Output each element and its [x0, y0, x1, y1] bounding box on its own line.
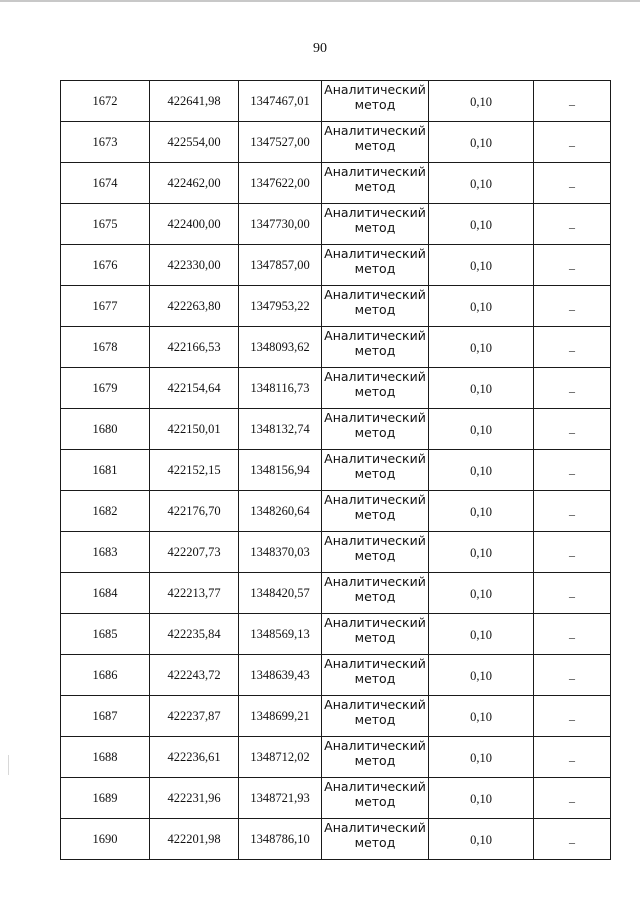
accuracy-cell-text: 0,10 [470, 381, 492, 396]
x-coordinate-cell: 422154,64 [150, 368, 239, 409]
method-cell-text: Аналитический метод [324, 779, 426, 809]
accuracy-cell [429, 163, 534, 204]
y-coordinate-cell: 1347622,00 [239, 163, 322, 204]
method-cell-text: Аналитический метод [324, 246, 426, 276]
point-number-cell: 1673 [61, 122, 150, 163]
y-coordinate-cell: 1348420,57 [239, 573, 322, 614]
accuracy-cell [429, 286, 534, 327]
point-number-cell: 1674 [61, 163, 150, 204]
accuracy-cell-text: 0,10 [470, 832, 492, 847]
note-cell [534, 614, 611, 655]
method-cell [322, 655, 429, 696]
coordinates-table-body [61, 81, 611, 860]
note-cell-text: – [569, 260, 575, 275]
note-cell-text: – [569, 670, 575, 685]
note-cell-text: – [569, 629, 575, 644]
accuracy-cell [429, 655, 534, 696]
accuracy-cell [429, 204, 534, 245]
table-row [61, 696, 611, 737]
note-cell [534, 532, 611, 573]
note-cell-text: – [569, 834, 575, 849]
table-row [61, 327, 611, 368]
note-cell [534, 655, 611, 696]
accuracy-cell [429, 368, 534, 409]
note-cell-text: – [569, 383, 575, 398]
point-number-cell: 1687 [61, 696, 150, 737]
method-cell-text: Аналитический метод [324, 287, 426, 317]
y-coordinate-cell: 1347467,01 [239, 81, 322, 122]
x-coordinate-cell: 422231,96 [150, 778, 239, 819]
y-coordinate-cell: 1348639,43 [239, 655, 322, 696]
x-coordinate-cell: 422235,84 [150, 614, 239, 655]
y-coordinate-cell: 1347527,00 [239, 122, 322, 163]
method-cell-text: Аналитический метод [324, 615, 426, 645]
note-cell [534, 286, 611, 327]
table-row [61, 245, 611, 286]
accuracy-cell [429, 245, 534, 286]
x-coordinate-cell: 422330,00 [150, 245, 239, 286]
y-coordinate-cell: 1347857,00 [239, 245, 322, 286]
y-coordinate-cell: 1348156,94 [239, 450, 322, 491]
x-coordinate-cell: 422243,72 [150, 655, 239, 696]
table-row [61, 819, 611, 860]
accuracy-cell [429, 532, 534, 573]
y-coordinate-cell: 1348116,73 [239, 368, 322, 409]
point-number-cell: 1675 [61, 204, 150, 245]
table-row [61, 368, 611, 409]
method-cell [322, 368, 429, 409]
x-coordinate-cell: 422554,00 [150, 122, 239, 163]
method-cell [322, 245, 429, 286]
note-cell [534, 163, 611, 204]
point-number-cell: 1684 [61, 573, 150, 614]
note-cell-text: – [569, 301, 575, 316]
method-cell-text: Аналитический метод [324, 205, 426, 235]
method-cell-text: Аналитический метод [324, 369, 426, 399]
note-cell [534, 327, 611, 368]
note-cell-text: – [569, 793, 575, 808]
method-cell [322, 163, 429, 204]
point-number-cell: 1672 [61, 81, 150, 122]
accuracy-cell [429, 81, 534, 122]
page-number: 90 [313, 41, 327, 56]
accuracy-cell [429, 614, 534, 655]
x-coordinate-cell: 422462,00 [150, 163, 239, 204]
y-coordinate-cell: 1348712,02 [239, 737, 322, 778]
accuracy-cell-text: 0,10 [470, 668, 492, 683]
x-coordinate-cell: 422213,77 [150, 573, 239, 614]
note-cell-text: – [569, 752, 575, 767]
accuracy-cell-text: 0,10 [470, 586, 492, 601]
accuracy-cell-text: 0,10 [470, 217, 492, 232]
method-cell-text: Аналитический метод [324, 410, 426, 440]
accuracy-cell-text: 0,10 [470, 791, 492, 806]
point-number-cell: 1681 [61, 450, 150, 491]
point-number-cell: 1682 [61, 491, 150, 532]
y-coordinate-cell: 1348569,13 [239, 614, 322, 655]
accuracy-cell-text: 0,10 [470, 463, 492, 478]
method-cell [322, 327, 429, 368]
method-cell-text: Аналитический метод [324, 697, 426, 727]
method-cell [322, 614, 429, 655]
accuracy-cell-text: 0,10 [470, 545, 492, 560]
note-cell-text: – [569, 424, 575, 439]
method-cell-text: Аналитический метод [324, 123, 426, 153]
point-number-cell: 1685 [61, 614, 150, 655]
table-row [61, 286, 611, 327]
table-row [61, 491, 611, 532]
method-cell-text: Аналитический метод [324, 820, 426, 850]
method-cell-text: Аналитический метод [324, 164, 426, 194]
note-cell-text: – [569, 588, 575, 603]
method-cell [322, 450, 429, 491]
note-cell [534, 491, 611, 532]
method-cell [322, 737, 429, 778]
table-row [61, 737, 611, 778]
point-number-cell: 1676 [61, 245, 150, 286]
x-coordinate-cell: 422400,00 [150, 204, 239, 245]
note-cell [534, 696, 611, 737]
x-coordinate-cell: 422641,98 [150, 81, 239, 122]
accuracy-cell-text: 0,10 [470, 422, 492, 437]
scan-mark [8, 755, 9, 775]
table-row [61, 409, 611, 450]
method-cell-text: Аналитический метод [324, 82, 426, 112]
note-cell [534, 245, 611, 286]
y-coordinate-cell: 1348721,93 [239, 778, 322, 819]
note-cell-text: – [569, 219, 575, 234]
table-row [61, 573, 611, 614]
method-cell-text: Аналитический метод [324, 533, 426, 563]
accuracy-cell [429, 327, 534, 368]
x-coordinate-cell: 422150,01 [150, 409, 239, 450]
method-cell-text: Аналитический метод [324, 492, 426, 522]
method-cell-text: Аналитический метод [324, 574, 426, 604]
x-coordinate-cell: 422236,61 [150, 737, 239, 778]
page-top-border [0, 0, 640, 2]
note-cell [534, 450, 611, 491]
note-cell-text: – [569, 506, 575, 521]
point-number-cell: 1689 [61, 778, 150, 819]
accuracy-cell [429, 409, 534, 450]
coordinates-table [60, 80, 611, 860]
point-number-cell: 1677 [61, 286, 150, 327]
table-row [61, 450, 611, 491]
accuracy-cell-text: 0,10 [470, 627, 492, 642]
method-cell [322, 409, 429, 450]
accuracy-cell-text: 0,10 [470, 709, 492, 724]
y-coordinate-cell: 1348260,64 [239, 491, 322, 532]
x-coordinate-cell: 422152,15 [150, 450, 239, 491]
x-coordinate-cell: 422207,73 [150, 532, 239, 573]
method-cell [322, 573, 429, 614]
note-cell [534, 819, 611, 860]
y-coordinate-cell: 1348132,74 [239, 409, 322, 450]
method-cell [322, 819, 429, 860]
accuracy-cell-text: 0,10 [470, 135, 492, 150]
point-number-cell: 1683 [61, 532, 150, 573]
accuracy-cell-text: 0,10 [470, 258, 492, 273]
y-coordinate-cell: 1348699,21 [239, 696, 322, 737]
note-cell-text: – [569, 178, 575, 193]
note-cell [534, 409, 611, 450]
note-cell-text: – [569, 465, 575, 480]
x-coordinate-cell: 422176,70 [150, 491, 239, 532]
point-number-cell: 1680 [61, 409, 150, 450]
accuracy-cell [429, 450, 534, 491]
method-cell-text: Аналитический метод [324, 451, 426, 481]
y-coordinate-cell: 1348093,62 [239, 327, 322, 368]
accuracy-cell [429, 573, 534, 614]
note-cell [534, 573, 611, 614]
note-cell-text: – [569, 711, 575, 726]
accuracy-cell [429, 491, 534, 532]
method-cell-text: Аналитический метод [324, 328, 426, 358]
accuracy-cell [429, 778, 534, 819]
note-cell [534, 778, 611, 819]
note-cell [534, 81, 611, 122]
y-coordinate-cell: 1347953,22 [239, 286, 322, 327]
method-cell [322, 286, 429, 327]
accuracy-cell [429, 122, 534, 163]
table-row [61, 614, 611, 655]
table-row [61, 778, 611, 819]
x-coordinate-cell: 422237,87 [150, 696, 239, 737]
accuracy-cell-text: 0,10 [470, 176, 492, 191]
point-number-cell: 1690 [61, 819, 150, 860]
x-coordinate-cell: 422263,80 [150, 286, 239, 327]
x-coordinate-cell: 422166,53 [150, 327, 239, 368]
table-row [61, 532, 611, 573]
x-coordinate-cell: 422201,98 [150, 819, 239, 860]
accuracy-cell-text: 0,10 [470, 94, 492, 109]
note-cell-text: – [569, 137, 575, 152]
table-row [61, 204, 611, 245]
method-cell [322, 81, 429, 122]
note-cell [534, 737, 611, 778]
method-cell [322, 778, 429, 819]
method-cell [322, 122, 429, 163]
accuracy-cell-text: 0,10 [470, 340, 492, 355]
method-cell [322, 532, 429, 573]
method-cell-text: Аналитический метод [324, 738, 426, 768]
method-cell [322, 204, 429, 245]
y-coordinate-cell: 1347730,00 [239, 204, 322, 245]
method-cell-text: Аналитический метод [324, 656, 426, 686]
note-cell-text: – [569, 342, 575, 357]
table-row [61, 655, 611, 696]
note-cell [534, 368, 611, 409]
accuracy-cell [429, 737, 534, 778]
accuracy-cell-text: 0,10 [470, 750, 492, 765]
note-cell [534, 204, 611, 245]
point-number-cell: 1678 [61, 327, 150, 368]
table-row [61, 122, 611, 163]
note-cell [534, 122, 611, 163]
accuracy-cell [429, 819, 534, 860]
method-cell [322, 491, 429, 532]
accuracy-cell-text: 0,10 [470, 299, 492, 314]
note-cell-text: – [569, 96, 575, 111]
note-cell-text: – [569, 547, 575, 562]
point-number-cell: 1688 [61, 737, 150, 778]
accuracy-cell [429, 696, 534, 737]
accuracy-cell-text: 0,10 [470, 504, 492, 519]
point-number-cell: 1686 [61, 655, 150, 696]
table-row [61, 81, 611, 122]
point-number-cell: 1679 [61, 368, 150, 409]
table-row [61, 163, 611, 204]
y-coordinate-cell: 1348370,03 [239, 532, 322, 573]
method-cell [322, 696, 429, 737]
y-coordinate-cell: 1348786,10 [239, 819, 322, 860]
